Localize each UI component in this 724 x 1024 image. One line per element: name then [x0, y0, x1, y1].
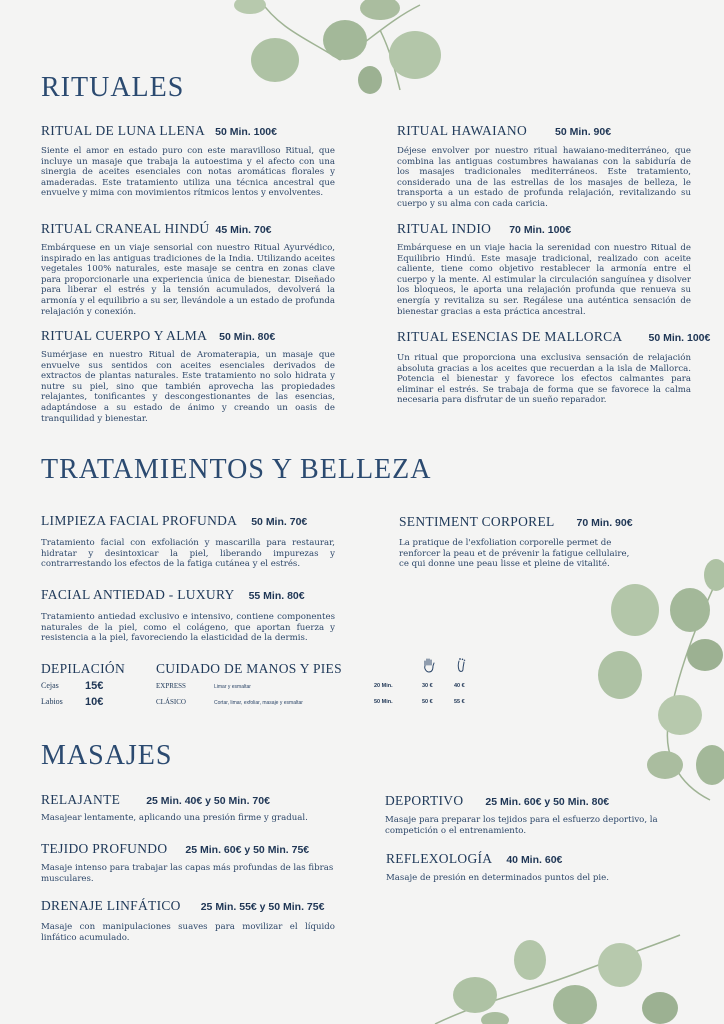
item-price: 50 Min. 90€ [555, 126, 612, 138]
ritual-luna-llena-header [41, 122, 277, 140]
item-name: SENTIMENT CORPOREL [399, 514, 555, 529]
manos-clasico-feet-price: 55 € [454, 699, 465, 705]
sentiment-corporel-description: La pratique de l'exfoliation corporelle permet de renforcer la peau et de prévenir la fatigue cellulaire, ce qui donne une peau lisse et pleine de vitalité. [399, 538, 630, 570]
manos-pies-title: CUIDADO DE MANOS Y PIES [156, 661, 342, 676]
eucalyptus-right-decoration [590, 555, 724, 805]
section-title-masajes: MASAJES [41, 740, 173, 771]
depilacion-cejas-label: Cejas [41, 681, 59, 690]
item-price: 45 Min. 70€ [215, 224, 272, 236]
ritual-craneal-hindu-description: Embárquese en un viaje sensorial con nuestro Ritual Ayurvédico, inspirado en las antiguas tradiciones de la India. Utilizando aceites vegetales 100% naturales, este masaje se centra en zonas clave para proporcionarle una experiencia única de bienestar. Diseñado para liberar el estrés y la tensión acumulados, devolverá la armonía y el equilibrio a su ser, llevándole a un estado de profunda relajación y conexión. [41, 243, 335, 317]
item-name: TEJIDO PROFUNDO [41, 841, 168, 856]
item-price: 50 Min. 80€ [219, 331, 276, 343]
relajante-header [41, 791, 270, 809]
manos-express-detail: Limar y esmaltar [214, 684, 251, 690]
section-title-tratamientos: TRATAMIENTOS Y BELLEZA [41, 454, 432, 485]
ritual-esencias-mallorca-description: Un ritual que proporciona una exclusiva sensación de relajación absoluta gracias a los aceites que recuerdan a la isla de Mallorca. Potencia el bienestar y favorece los efectos calmantes para eliminar el estrés. Se trabaja de forma que se favorece la calma necesaria para disfrutar de un sueño reparador. [397, 353, 691, 406]
item-price: 70 Min. 90€ [576, 517, 633, 529]
ritual-hawaiano-header [397, 122, 611, 140]
facial-antiedad-description: Tratamiento antiedad exclusivo e intensivo, contiene componentes naturales de la piel, como el colágeno, que aportan fuerza y resistencia a la piel, favoreciendo la elasticidad de la dermis. [41, 612, 335, 644]
item-name: DRENAJE LINFÁTICO [41, 898, 181, 913]
item-name: LIMPIEZA FACIAL PROFUNDA [41, 513, 238, 528]
eucalyptus-bottom-decoration [425, 930, 685, 1024]
manos-express-hands-price: 30 € [422, 683, 433, 689]
manos-clasico-detail: Cortar, limar, exfoliar, masaje y esmaltar [214, 700, 303, 706]
manos-express-feet-price: 40 € [454, 683, 465, 689]
item-name: RITUAL ESENCIAS DE MALLORCA [397, 329, 623, 344]
depilacion-cejas-price: 15€ [85, 680, 104, 692]
item-price: 25 Min. 60€ y 50 Min. 80€ [485, 796, 610, 808]
foot-icon [455, 657, 467, 673]
deportivo-header [385, 792, 609, 810]
manos-express-time: 20 Min. [374, 683, 393, 689]
ritual-esencias-mallorca-header [397, 328, 710, 346]
item-name: RITUAL CRANEAL HINDÚ [41, 221, 210, 236]
item-price: 25 Min. 40€ y 50 Min. 70€ [146, 795, 270, 807]
tejido-profundo-description: Masaje intenso para trabajar las capas más profundas de las fibras musculares. [41, 863, 334, 884]
limpieza-facial-description: Tratamiento facial con exfoliación y mascarilla para restaurar, hidratar y desintoxicar la piel, liberando impurezas y contrarrestando los efectos de la fatiga cutánea y el estrés. [41, 538, 335, 570]
reflexologia-header [386, 850, 562, 868]
item-name: REFLEXOLOGÍA [386, 851, 493, 866]
depilacion-labios-price: 10€ [85, 696, 104, 708]
ritual-luna-llena-description: Siente el amor en estado puro con este maravilloso Ritual, que incluye un masaje que trabaja la autoestima y el afecto con una sinergia de aceites esenciales con notas aromáticas florales y amaderadas. Este tratamiento utiliza una técnica ancestral que envuelve y mima con movimientos rítmicos lentos y envolventes. [41, 146, 335, 199]
eucalyptus-top-decoration [220, 0, 480, 95]
manos-express-label: EXPRESS [156, 682, 186, 690]
deportivo-description: Masaje para preparar los tejidos para el esfuerzo deportivo, la competición o el entrenamiento. [385, 815, 658, 836]
item-name: RITUAL INDIO [397, 221, 492, 236]
ritual-craneal-hindu-header [41, 220, 272, 238]
item-price: 50 Min. 70€ [251, 516, 308, 528]
ritual-indio-description: Embárquese en un viaje hacia la serenidad con nuestro Ritual de Equilibrio Hindú. Este masaje tradicional, realizado con aceite caliente, tiene como objetivo restablecer la armonía entre el cuerpo y la mente. Al estimular la circulación sanguínea y disolver los bloqueos, le aporta una relajación profunda que renueva su energía y revitaliza su ser. Regálese una auténtica sensación de bienestar gracias a esta práctica ancestral. [397, 243, 691, 317]
limpieza-facial-header [41, 512, 307, 530]
item-price: 70 Min. 100€ [509, 224, 572, 236]
drenaje-linfatico-description: Masaje con manipulaciones suaves para movilizar el líquido linfático acumulado. [41, 922, 335, 943]
item-name: RITUAL DE LUNA LLENA [41, 123, 206, 138]
item-price: 40 Min. 60€ [506, 854, 563, 866]
facial-antiedad-header [41, 586, 305, 604]
item-price: 25 Min. 55€ y 50 Min. 75€ [200, 901, 325, 913]
depilacion-labios-label: Labios [41, 697, 63, 706]
item-price: 55 Min. 80€ [248, 590, 305, 602]
hand-icon [422, 657, 436, 673]
drenaje-linfatico-header [41, 897, 324, 915]
tejido-profundo-header [41, 840, 309, 858]
item-name: RITUAL HAWAIANO [397, 123, 528, 138]
relajante-description: Masajear lentamente, aplicando una presión firme y gradual. [41, 813, 308, 823]
manos-clasico-time: 50 Min. [374, 699, 393, 705]
item-name: FACIAL ANTIEDAD - LUXURY [41, 587, 235, 602]
ritual-cuerpo-alma-header [41, 327, 275, 345]
item-price: 50 Min. 100€ [648, 332, 711, 344]
manos-clasico-hands-price: 50 € [422, 699, 433, 705]
manos-clasico-label: CLÁSICO [156, 698, 186, 706]
item-name: RELAJANTE [41, 792, 121, 807]
ritual-hawaiano-description: Déjese envolver por nuestro ritual hawaiano-mediterráneo, que combina las antiguas costumbres hawaianas con la sabiduría de los masajes tradicionales mediterráneos. Este tratamiento, considerado una de las estrellas de los masajes de belleza, le transporta a un estado de profunda relajación, revitalizando su cuerpo y su alma con cada caricia. [397, 146, 691, 209]
ritual-indio-header [397, 220, 571, 238]
item-price: 50 Min. 100€ [215, 126, 277, 138]
reflexologia-description: Masaje de presión en determinados puntos del pie. [386, 873, 609, 883]
section-title-rituales: RITUALES [41, 72, 185, 103]
item-price: 25 Min. 60€ y 50 Min. 75€ [185, 844, 310, 856]
depilacion-title: DEPILACIÓN [41, 661, 125, 676]
item-name: DEPORTIVO [385, 793, 464, 808]
sentiment-corporel-header [399, 513, 633, 531]
ritual-cuerpo-alma-description: Sumérjase en nuestro Ritual de Aromaterapia, un masaje que envuelve sus sentidos con aceites esenciales derivados de extractos de plantas naturales. Este tratamiento no solo hidrata y nutre su piel, sino que también aprovecha las propiedades relajantes, tonificantes y descongestionantes de las esencias, adaptándose a su estado de ánimo y creando un oasis de tranquilidad y bienestar. [41, 350, 335, 424]
item-name: RITUAL CUERPO Y ALMA [41, 328, 208, 343]
